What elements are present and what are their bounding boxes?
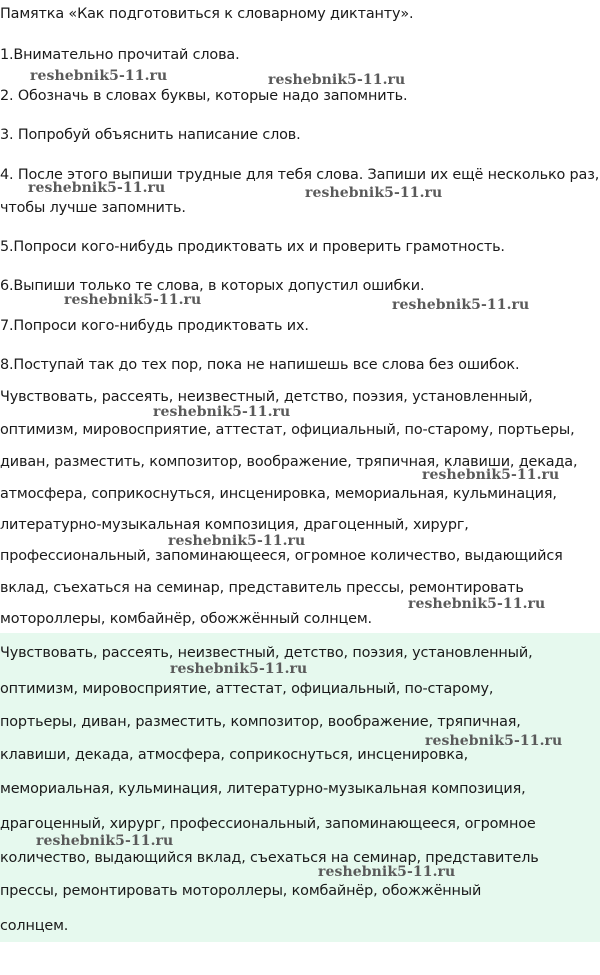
watermark: reshebnik5-11.ru (64, 292, 202, 308)
words-line: атмосфера, соприкоснуться, инсценировка, мемориальная, кульминация, (0, 486, 557, 502)
watermark: reshebnik5-11.ru (168, 533, 306, 549)
watermark: reshebnik5-11.ru (318, 864, 456, 880)
answer-line: количество, выдающийся вклад, съехаться на семинар, представитель (0, 850, 539, 866)
memo-step-4: 4. После этого выпиши трудные для тебя слова. Запиши их ещё несколько раз, (0, 167, 600, 183)
answer-line: прессы, ремонтировать мотороллеры, комбайнёр, обожжённый (0, 883, 482, 899)
watermark: reshebnik5-11.ru (30, 68, 168, 84)
words-line: вклад, съехаться на семинар, представитель прессы, ремонтировать (0, 580, 524, 596)
memo-step-4-cont: чтобы лучше запомнить. (0, 200, 186, 216)
watermark: reshebnik5-11.ru (28, 180, 166, 196)
watermark: reshebnik5-11.ru (422, 467, 560, 483)
answer-line: клавиши, декада, атмосфера, соприкоснуться, инсценировка, (0, 747, 469, 763)
words-line: Чувствовать, рассеять, неизвестный, детство, поэзия, установленный, (0, 389, 533, 405)
memo-step-7: 7.Попроси кого-нибудь продиктовать их. (0, 318, 309, 334)
words-line: профессиональный, запоминающееся, огромное количество, выдающийся (0, 548, 563, 564)
watermark: reshebnik5-11.ru (153, 404, 291, 420)
memo-step-6: 6.Выпиши только те слова, в которых допустил ошибки. (0, 278, 425, 294)
watermark: reshebnik5-11.ru (268, 72, 406, 88)
memo-step-5: 5.Попроси кого-нибудь продиктовать их и проверить грамотность. (0, 239, 505, 255)
watermark: reshebnik5-11.ru (170, 661, 308, 677)
answer-line: солнцем. (0, 918, 69, 934)
words-line: оптимизм, мировосприятие, аттестат, официальный, по-старому, портьеры, (0, 422, 575, 438)
memo-title: Памятка «Как подготовиться к словарному диктанту». (0, 6, 414, 22)
answer-line: портьеры, диван, разместить, композитор, воображение, тряпичная, (0, 714, 521, 730)
answer-line: драгоценный, хирург, профессиональный, запоминающееся, огромное (0, 816, 536, 832)
answer-line: Чувствовать, рассеять, неизвестный, детство, поэзия, установленный, (0, 645, 533, 661)
watermark: reshebnik5-11.ru (305, 185, 443, 201)
words-line: мотороллеры, комбайнёр, обожжённый солнцем. (0, 611, 372, 627)
answer-line: оптимизм, мировосприятие, аттестат, официальный, по-старому, (0, 681, 494, 697)
watermark: reshebnik5-11.ru (36, 833, 174, 849)
watermark: reshebnik5-11.ru (408, 596, 546, 612)
memo-step-3: 3. Попробуй объяснить написание слов. (0, 127, 301, 143)
words-line: литературно-музыкальная композиция, драгоценный, хирург, (0, 517, 469, 533)
watermark: reshebnik5-11.ru (392, 297, 530, 313)
memo-step-2: 2. Обозначь в словах буквы, которые надо запомнить. (0, 88, 408, 104)
answer-line: мемориальная, кульминация, литературно-музыкальная композиция, (0, 781, 526, 797)
memo-step-8: 8.Поступай так до тех пор, пока не напишешь все слова без ошибок. (0, 357, 520, 373)
words-line: диван, разместить, композитор, воображение, тряпичная, клавиши, декада, (0, 454, 578, 470)
watermark: reshebnik5-11.ru (425, 733, 563, 749)
memo-step-1: 1.Внимательно прочитай слова. (0, 47, 240, 63)
